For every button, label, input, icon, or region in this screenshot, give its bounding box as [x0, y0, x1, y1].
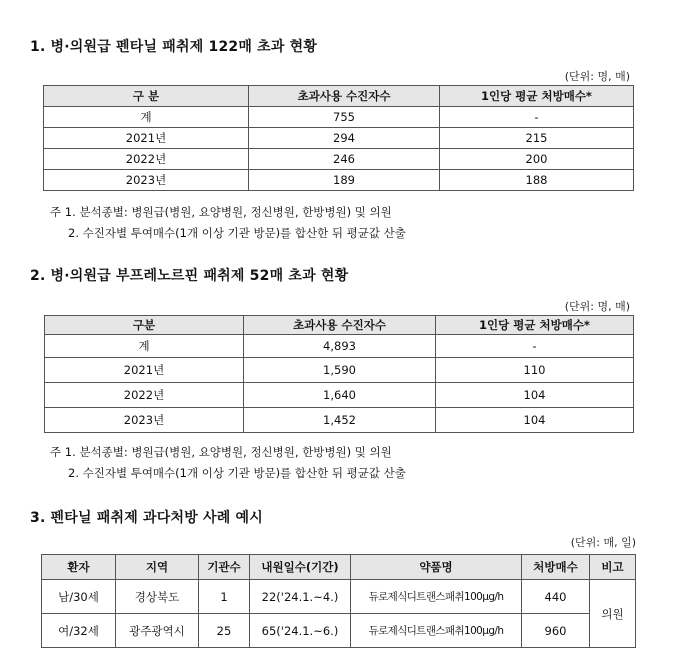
table-row	[45, 383, 634, 408]
cell: 듀로제식디트랜스패취100μg/h	[351, 580, 522, 614]
table-row	[44, 170, 634, 191]
cell: 여/32세	[42, 614, 116, 648]
table-header-row	[42, 555, 636, 580]
col-header: 환자	[42, 555, 116, 580]
section3-title: 3. 펜타닐 패취제 과다처방 사례 예시	[30, 510, 263, 526]
col-header: 비고	[590, 555, 636, 580]
cell: 294	[249, 128, 440, 149]
cell: 1	[199, 580, 250, 614]
table-overprescription-cases	[41, 554, 636, 648]
section2-unit: (단위: 명, 매)	[564, 300, 630, 313]
cell: 104	[436, 408, 634, 433]
cell: 440	[522, 580, 590, 614]
col-header: 1인당 평균 처방매수*	[436, 316, 634, 335]
cell: 65('24.1.~6.)	[250, 614, 351, 648]
cell: 2023년	[44, 170, 249, 191]
section2-note-1: 주 1. 분석종별: 병원급(병원, 요양병원, 정신병원, 한방병원) 및 의원	[50, 445, 392, 459]
cell: 2021년	[45, 358, 244, 383]
section2-title: 2. 병·의원급 부프레노르핀 패취제 52매 초과 현황	[30, 268, 349, 284]
cell: 계	[45, 335, 244, 358]
section1-note-2: 2. 수진자별 투여매수(1개 이상 기관 방문)를 합산한 뒤 평균값 산출	[68, 226, 406, 240]
table-row	[44, 128, 634, 149]
cell: 1,452	[244, 408, 436, 433]
table-row	[45, 358, 634, 383]
cell: 듀로제식디트랜스패취100μg/h	[351, 614, 522, 648]
cell: 계	[44, 107, 249, 128]
col-header: 처방매수	[522, 555, 590, 580]
cell: 755	[249, 107, 440, 128]
col-header: 1인당 평균 처방매수*	[440, 86, 634, 107]
col-header: 약품명	[351, 555, 522, 580]
cell: 215	[440, 128, 634, 149]
col-header: 초과사용 수진자수	[249, 86, 440, 107]
col-header: 구 분	[44, 86, 249, 107]
table-row	[45, 408, 634, 433]
col-header: 지역	[116, 555, 199, 580]
cell: 1,640	[244, 383, 436, 408]
table-row	[45, 335, 634, 358]
cell: 2022년	[45, 383, 244, 408]
cell: 200	[440, 149, 634, 170]
table-row	[42, 580, 636, 614]
cell: 188	[440, 170, 634, 191]
section1-title: 1. 병·의원급 펜타닐 패취제 122매 초과 현황	[30, 39, 318, 55]
table-row	[42, 614, 636, 648]
cell: 960	[522, 614, 590, 648]
cell: 25	[199, 614, 250, 648]
table-header-row	[45, 316, 634, 335]
cell: 246	[249, 149, 440, 170]
remark-cell: 의원	[590, 580, 636, 648]
table-row	[44, 149, 634, 170]
cell: 4,893	[244, 335, 436, 358]
cell: 경상북도	[116, 580, 199, 614]
table-fentanyl-excess	[43, 85, 634, 191]
cell: -	[436, 335, 634, 358]
cell: 광주광역시	[116, 614, 199, 648]
table-buprenorphine-excess	[44, 315, 634, 433]
col-header: 초과사용 수진자수	[244, 316, 436, 335]
cell: -	[440, 107, 634, 128]
col-header: 내원일수(기간)	[250, 555, 351, 580]
cell: 104	[436, 383, 634, 408]
cell: 1,590	[244, 358, 436, 383]
cell: 2023년	[45, 408, 244, 433]
section3-unit: (단위: 매, 일)	[570, 536, 636, 549]
cell: 189	[249, 170, 440, 191]
section1-unit: (단위: 명, 매)	[564, 70, 630, 83]
cell: 남/30세	[42, 580, 116, 614]
section1-note-1: 주 1. 분석종별: 병원급(병원, 요양병원, 정신병원, 한방병원) 및 의원	[50, 205, 392, 219]
cell: 110	[436, 358, 634, 383]
table-header-row	[44, 86, 634, 107]
col-header: 구분	[45, 316, 244, 335]
col-header: 기관수	[199, 555, 250, 580]
section2-note-2: 2. 수진자별 투여매수(1개 이상 기관 방문)를 합산한 뒤 평균값 산출	[68, 466, 406, 480]
cell: 22('24.1.~4.)	[250, 580, 351, 614]
table-row	[44, 107, 634, 128]
cell: 2021년	[44, 128, 249, 149]
cell: 2022년	[44, 149, 249, 170]
